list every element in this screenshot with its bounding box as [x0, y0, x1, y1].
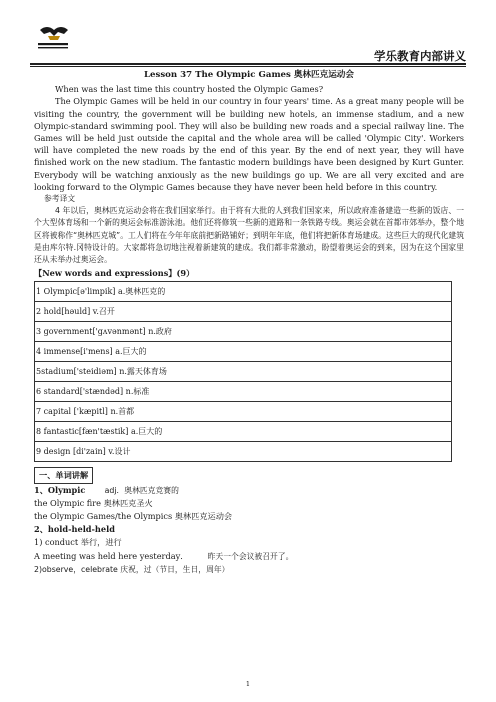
vocab-row: 4 immense[i'mens] a.巨大的 — [35, 342, 451, 362]
word-1-definition: adj．奥林匹克竞赛的 — [104, 485, 179, 495]
word-2-example-1 — [34, 550, 464, 563]
page-number: 1 — [245, 680, 251, 688]
word-2-example-1-english: A meeting was held here yesterday． — [34, 550, 189, 561]
word-1-heading — [34, 484, 464, 497]
vocab-row: 3 government['gʌvənmənt] n.政府 — [35, 322, 451, 342]
lesson-title: Lesson 37 The Olympic Games 奥林匹克运动会 — [143, 70, 354, 80]
lesson-question: When was the last time this country hosted the Olympic Games? — [55, 84, 324, 95]
vocab-row: 2 hold[həuld] v.召开 — [35, 302, 451, 322]
word-2-example-1-chinese: 昨天一个会议被召开了。 — [207, 551, 294, 561]
vocab-row: 5stadium['steidiəm] n.露天体育场 — [35, 362, 451, 382]
header-title: 学乐教育内部讲义 — [374, 49, 466, 63]
word-1-title: 1、Olympic — [34, 484, 86, 495]
word-2-title: 2、hold-held-held — [34, 524, 115, 535]
vocab-row: 6 standard['stændəd] n.标准 — [35, 382, 451, 402]
header-divider — [30, 63, 466, 65]
word-2-sense-2: 2)observe，celebrate 庆祝，过（节日，生日，周年） — [34, 564, 230, 574]
vocab-row: 7 capital ['kæpitl] n.首都 — [35, 402, 451, 422]
vocab-row: 1 Olympic[ə'limpik] a.奥林匹克的 — [35, 282, 451, 302]
header-divider-thin — [30, 66, 466, 67]
reference-translation-label: 参考译文 — [44, 194, 76, 204]
vocab-table — [34, 281, 452, 462]
vocab-heading: 【New words and expressions】(9） — [34, 268, 195, 279]
vocab-row: 9 design [di'zain] v.设计 — [36, 447, 131, 457]
school-logo-icon — [30, 24, 76, 54]
word-1-example-2: the Olympic Games/the Olympics 奥林匹克运动会 — [34, 511, 233, 522]
lesson-passage: The Olympic Games will be held in our country in four years' time. As a great many people will be visiting the country, the government will be building new hotels, an immense stadium, and a new Olympic-standard swimming pool. They will also be building new roads and a special railway line. The Games will be held just outside the capital and the whole area will be called 'Olympic City'. Workers will have completed the new roads by the end of this year. By the end of next year, they will have finished work on the new stadium. The fantastic modern buildings have been designed by Kurt Gunter. Everybody will be watching anxiously as the new buildings go up. We are all very excited and are looking forward to the Olympic Games because they have never been held before in this country. — [34, 96, 464, 192]
document-body — [34, 69, 464, 576]
word-2-sense-1: 1) conduct 举行，进行 — [34, 537, 122, 548]
vocab-row: 8 fantastic[fæn'tæstik] a.巨大的 — [35, 422, 451, 442]
reference-translation: 4 年以后，奥林匹克运动会将在我们国家举行。由于将有大批的人到我们国家来，所以政府准备建造一些新的饭店、一个大型体育场和一个新的奥运会标准游泳池。他们还将修筑一些新的道路和一条铁路专线。奥运会就在首都市郊举办，整个地区将被称作“奥林匹克城”。工人们将在今年年底前把新路铺好；到明年年底，他们将把新体育场建成。这些巨大的现代化建筑是由库尔特.冈特设计的。大家都将急切地注视着新建筑的建成。我们都非常激动，盼望着奥运会的到来，因为在这个国家里还从未举办过奥运会。 — [34, 206, 464, 265]
word-explanation-heading: 一、单词讲解 — [34, 467, 93, 483]
word-1-example-1: the Olympic fire 奥林匹克圣火 — [34, 497, 153, 508]
